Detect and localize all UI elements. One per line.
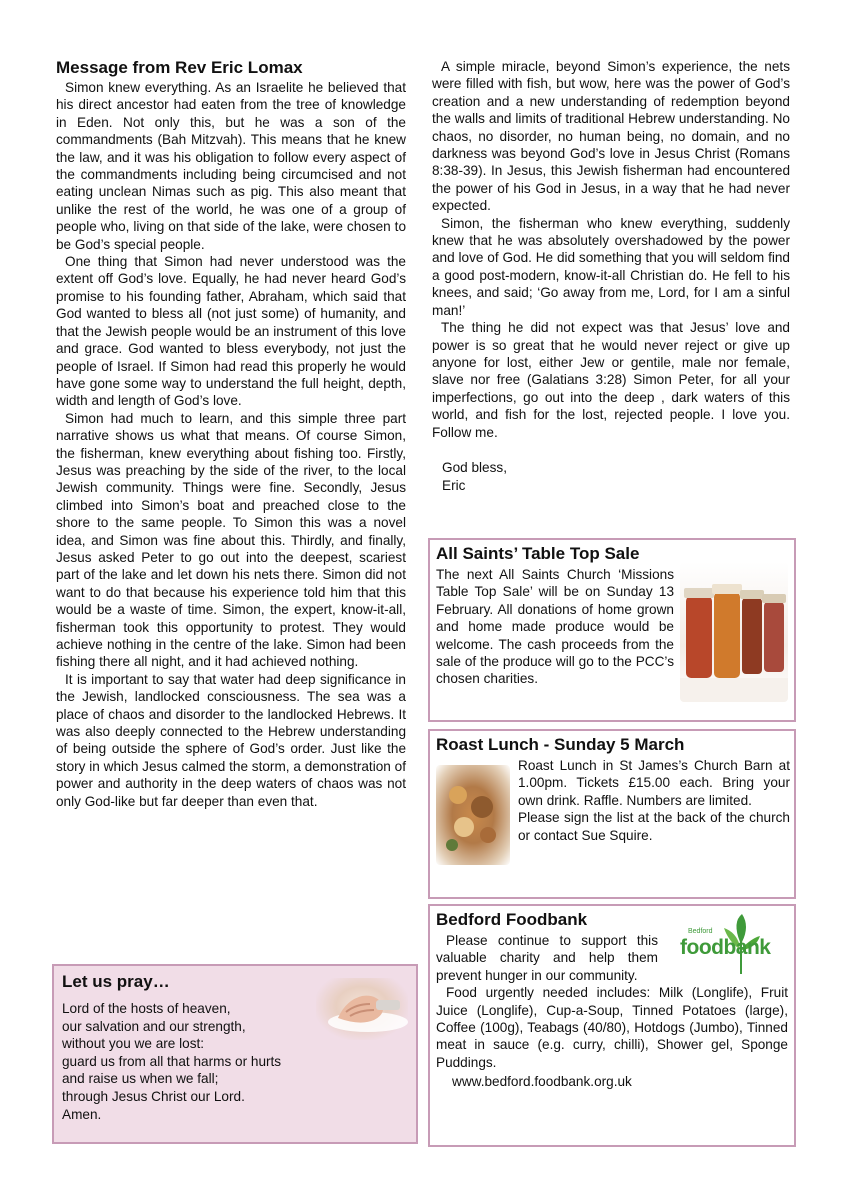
message-paragraph: A simple miracle, beyond Simon’s experience, the nets were filled with fish, but wow, here was the power of God’s creation and a new understanding of redemption beyond the walls and limits of traditional Hebrew understanding. No chaos, no disorder, no human being, no domain, and no darkness was beyond God’s love in Jesus Christ (Romans 8:38-39). In Jesus, this Jewish fisherman had encountered the power of his God in Jesus, in a way that he had never expected. bbox=[432, 59, 790, 214]
message-paragraph: Simon had much to learn, and this simple three part narrative shows us what that means. Of course Simon, the fisherman, knew everything about fishing too. Firstly, Jesus was preaching by the side of the river, to the local Jewish community. Things were fine. Secondly, Jesus climbed into Simon’s boat and preached close to the shore to the same people. To Simon this was a novel idea, and Simon was fine about this. Thirdly, and finally, Jesus asked Peter to go out into the deepest, scariest part of the lake and let down his nets there. Simon did not want to do that because his experience told him that this would be a waste of time. Simon, the expert, know-it-all, fisherman took this opportunity to protest. They would achieve nothing in the centre of the lake. Simon had been fishing there all night, and it had achieved nothing. bbox=[56, 410, 406, 670]
message-left-column bbox=[56, 58, 406, 810]
lunch-contact: Please sign the list at the back of the church or contact Sue Squire. bbox=[518, 810, 790, 843]
roast-lunch-box bbox=[428, 729, 796, 899]
lunch-details: Roast Lunch in St James’s Church Barn at 1.00pm. Tickets £15.00 each. Bring your own drink. Raffle. Numbers are limited. bbox=[518, 758, 790, 808]
message-paragraph: One thing that Simon had never understood was the extent off God’s love. Equally, he had never heard God’s promise to his founding father, Abraham, which said that God wanted to bless all (not just some) of humanity, and that the Jewish people would be an instrument of this love and grace. God wanted to bless everybody, not just the people of Israel. If Simon had read this properly he would have gone some way to understand the full height, depth, width and length of God’s love. bbox=[56, 254, 406, 409]
signoff: God bless, bbox=[442, 459, 507, 475]
sale-title: All Saints’ Table Top Sale bbox=[436, 544, 640, 563]
roast-dinner-image bbox=[436, 765, 510, 865]
praying-hands-image bbox=[316, 978, 408, 1040]
prayer-line: our salvation and our strength, bbox=[62, 1018, 246, 1034]
prayer-line: through Jesus Christ our Lord. bbox=[62, 1088, 245, 1104]
sale-text: The next All Saints Church ‘Missions Table Top Sale’ will be on Sunday 13 February. All donations of home grown and home made produce would be welcome. The cash proceeds from the sale of the produce will go to the PCC’s chosen charities. bbox=[436, 567, 674, 687]
foodbank-needed-items: Food urgently needed includes: Milk (Longlife), Fruit Juice (Longlife), Cup-a-Soup, Tinned Potatoes (large), Coffee (100g), Teabags (40/80), Hotdogs (Jumbo), Tinned meat in sauce (e.g. curry, chilli), Shower gel, Sponge Puddings. bbox=[436, 985, 788, 1070]
prayer-box bbox=[52, 964, 418, 1144]
prayer-line: Lord of the hosts of heaven, bbox=[62, 1001, 231, 1016]
foodbank-logo bbox=[680, 912, 780, 978]
message-paragraph: Simon, the fisherman who knew everything, suddenly knew that he was absolutely overshadowed by the power and love of God. He did something that you will seldom find a good post-modern, know-it-all Christian do. He fell to his knees, and said; ‘Go away from me, Lord, for I am a sinful man!’ bbox=[432, 215, 790, 318]
prayer-title: Let us pray… bbox=[62, 972, 170, 991]
message-paragraph: It is important to say that water had deep significance in the Jewish, landlocked consciousness. The sea was a place of chaos and disorder to the landlocked Hebrews. It was also deeply connected to the Hebrew understanding of being outside the sphere of God’s order. Just like the story in which Jesus calmed the storm, a demonstration of power and authority in the deep waters of chaos was not only God-like but far deeper than even that. bbox=[56, 671, 406, 809]
lunch-text bbox=[518, 757, 790, 844]
prayer-line: Amen. bbox=[62, 1106, 102, 1122]
foodbank-box bbox=[428, 904, 796, 1147]
prayer-line: and raise us when we fall; bbox=[62, 1071, 219, 1087]
prayer-line: guard us from all that harms or hurts bbox=[62, 1053, 282, 1069]
message-title: Message from Rev Eric Lomax bbox=[56, 58, 303, 77]
foodbank-title: Bedford Foodbank bbox=[436, 910, 588, 929]
signature: Eric bbox=[442, 477, 466, 493]
prayer-line: without you we are lost: bbox=[62, 1036, 205, 1052]
message-paragraph: Simon knew everything. As an Israelite he believed that his direct ancestor had eaten from the tree of knowledge in Eden. Not only this, but he was a son of the commandments (Bah Mitzvah). This means that he knew the law, and it was his obligation to follow every aspect of the commandments including being circumcised and not eating unclean Nimas such as pig. This also meant that unlike the rest of the world, he was one of a group of people who, living on that side of the lake, were chosen to be God’s special people. bbox=[56, 80, 406, 252]
signoff-block bbox=[442, 459, 790, 495]
table-top-sale-box bbox=[428, 538, 796, 722]
foodbank-logo-text: foodbank bbox=[680, 936, 771, 959]
foodbank-intro: Please continue to support this valuable charity and help them prevent hunger in our community. bbox=[436, 933, 658, 983]
foodbank-url: www.bedford.foodbank.org.uk bbox=[452, 1074, 632, 1090]
jam-jars-image bbox=[680, 562, 788, 702]
lunch-title: Roast Lunch - Sunday 5 March bbox=[436, 735, 685, 754]
message-paragraph: The thing he did not expect was that Jesus’ love and power is so great that he would never reject or give up anyone for lost, either Jew or gentile, male nor female, slave nor free (Galatians 3:28) Simon Peter, for all your imperfections, go out into the deep , dark waters of this world, and fish for the lost, rejected people. I love you. Follow me. bbox=[432, 320, 790, 440]
foodbank-logo-small-text: Bedford bbox=[688, 928, 713, 935]
message-right-column bbox=[432, 58, 790, 495]
